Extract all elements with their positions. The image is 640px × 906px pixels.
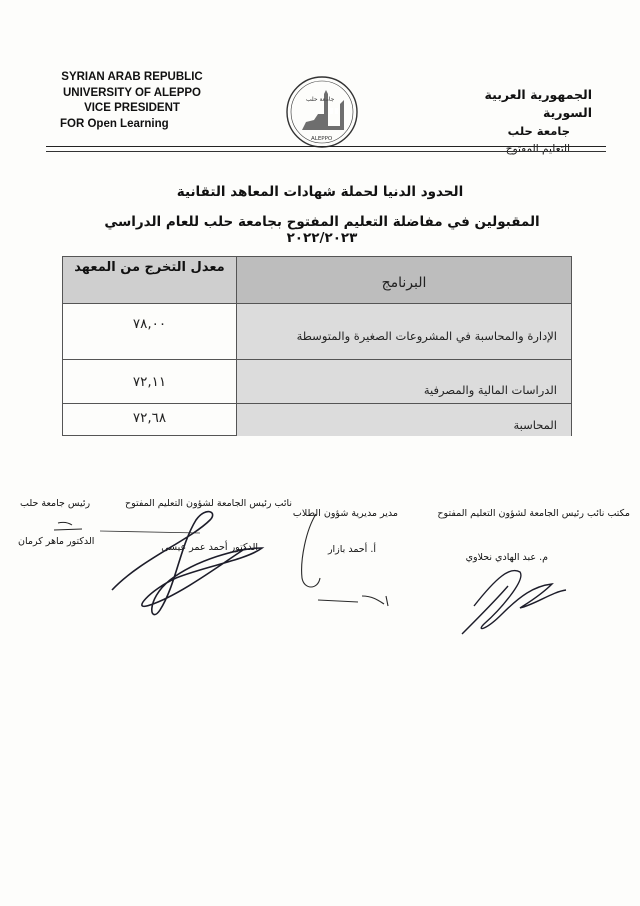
row-program: الدراسات المالية والمصرفية (237, 360, 571, 404)
signature-name-2: أ. أحمد بازار (327, 544, 376, 555)
row-average: ٧٨,٠٠ (63, 304, 237, 370)
signature-name-3: الدكتور أحمد عمر عيسى (161, 542, 258, 553)
signature-mark-president (54, 522, 82, 530)
letterhead-line-4: FOR Open Learning (60, 117, 169, 130)
signature-student-affairs (302, 514, 388, 606)
document-title: الحدود الدنيا لحملة شهادات المعاهد التقانية (176, 184, 464, 200)
signature-name-4: الدكتور ماهر كرمان (18, 536, 95, 547)
signature-title-3: نائب رئيس الجامعة لشؤون التعليم المفتوح (124, 498, 292, 509)
letterhead-line-3: VICE PRESIDENT (84, 102, 180, 114)
letterhead-line-1: SYRIAN ARAB REPUBLIC (61, 71, 203, 83)
seal-arabic-text: جامعة حلب (306, 96, 335, 103)
signature-title-4: رئيس جامعة حلب (20, 498, 91, 509)
arabic-letterhead-dept: التعليم المفتوح (505, 143, 570, 155)
row-average: ٧٢,٦٨ (63, 404, 237, 436)
signature-open-learning-office (462, 570, 566, 634)
arabic-letterhead-university: جامعة حلب (507, 124, 570, 138)
signature-title-1: مكتب نائب رئيس الجامعة لشؤون التعليم المفتوح (437, 508, 630, 519)
column-header-program: البرنامج (237, 257, 571, 303)
signature-name-1: م. عبد الهادي نحلاوي (465, 552, 548, 563)
signature-title-2: مدير مديرية شؤون الطلاب (292, 508, 398, 519)
document-subtitle: المقبولين في مفاضلة التعليم المفتوح بجامعة حلب للعام الدراسي ٢٠٢٢/٢٠٢٣ (104, 214, 540, 246)
arabic-letterhead-country: الجمهورية العربية السورية (484, 87, 592, 120)
row-program: الإدارة والمحاسبة في المشروعات الصغيرة والمتوسطة (237, 304, 571, 370)
letterhead-line-2: UNIVERSITY OF ALEPPO (62, 86, 202, 99)
row-program: المحاسبة (237, 404, 571, 436)
seal-latin-text: ALEPPO (311, 136, 333, 142)
signature-vice-president (112, 512, 262, 615)
column-header-average: معدل التخرج من المعهد (63, 257, 237, 303)
row-average: ٧٢,١١ (63, 360, 237, 404)
